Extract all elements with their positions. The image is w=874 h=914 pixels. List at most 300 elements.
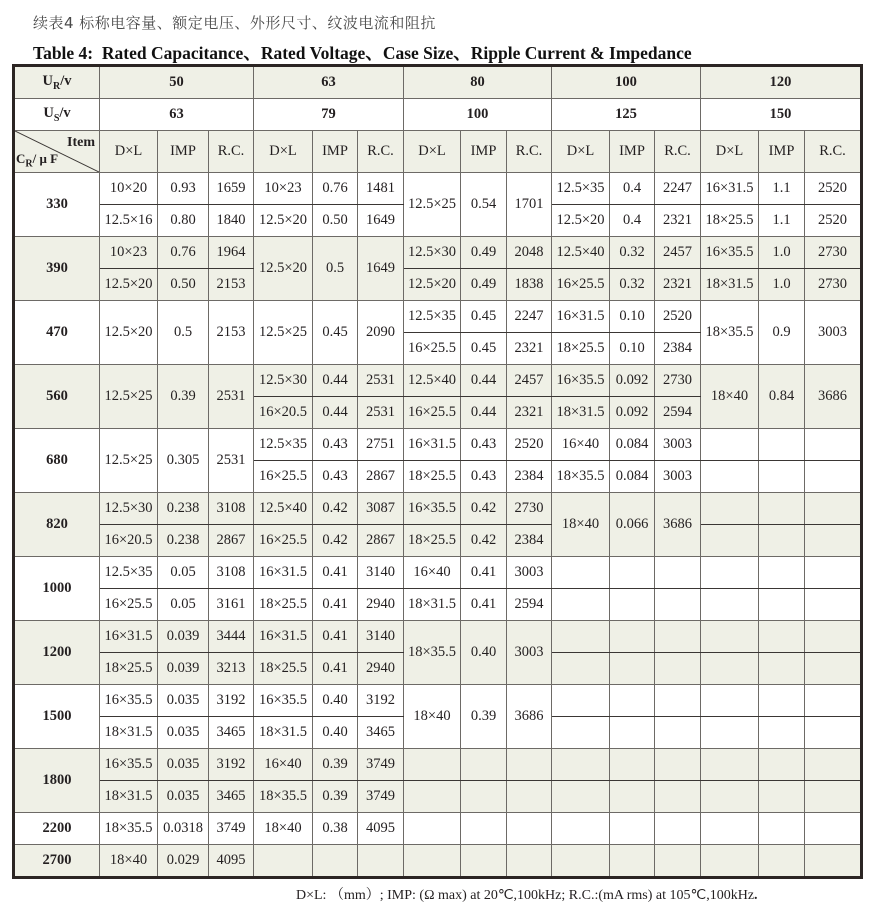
case-size-cell: 16×20.5 xyxy=(100,525,158,557)
impedance-cell: 0.05 xyxy=(158,557,209,589)
ripple-current-cell xyxy=(655,813,701,845)
table-row xyxy=(14,493,862,525)
case-size-cell: 12.5×35 xyxy=(404,301,461,333)
ripple-current-cell xyxy=(805,749,862,781)
ripple-current-cell: 3213 xyxy=(209,653,254,685)
case-size-cell: 16×31.5 xyxy=(552,301,610,333)
case-size-cell: 16×35.5 xyxy=(100,685,158,717)
impedance-cell xyxy=(759,685,805,717)
impedance-cell: 0.41 xyxy=(313,589,358,621)
case-size-cell: 16×25.5 xyxy=(404,333,461,365)
ripple-current-cell: 3192 xyxy=(209,749,254,781)
ripple-current-cell: 3686 xyxy=(805,365,862,429)
impedance-cell: 0.50 xyxy=(158,269,209,301)
table-row xyxy=(14,685,862,717)
ripple-current-cell: 3465 xyxy=(209,781,254,813)
impedance-cell: 0.76 xyxy=(158,237,209,269)
ripple-current-cell: 2940 xyxy=(358,653,404,685)
case-size-cell: 16×25.5 xyxy=(254,525,313,557)
column-header-impedance: IMP xyxy=(461,131,507,173)
column-header-case-size: D×L xyxy=(552,131,610,173)
capacitance-value: 1000 xyxy=(14,557,100,621)
case-size-cell: 18×40 xyxy=(701,365,759,429)
impedance-cell xyxy=(759,717,805,749)
ripple-current-cell xyxy=(507,781,552,813)
case-size-cell xyxy=(404,813,461,845)
ripple-current-cell: 2321 xyxy=(507,397,552,429)
impedance-cell: 0.39 xyxy=(313,781,358,813)
impedance-cell: 0.32 xyxy=(610,237,655,269)
capacitance-value: 680 xyxy=(14,429,100,493)
ripple-current-cell xyxy=(358,845,404,878)
ripple-current-cell: 2520 xyxy=(805,173,862,205)
impedance-cell: 0.10 xyxy=(610,333,655,365)
case-size-cell: 18×31.5 xyxy=(100,717,158,749)
ripple-current-cell xyxy=(655,749,701,781)
impedance-cell: 0.084 xyxy=(610,461,655,493)
impedance-cell xyxy=(759,749,805,781)
english-title: Table 4: Rated Capacitance、Rated Voltage、Case Size、Ripple Current & Impedance xyxy=(33,43,692,63)
impedance-cell: 0.44 xyxy=(313,365,358,397)
impedance-cell: 0.41 xyxy=(313,557,358,589)
footnote: D×L: （mm）; IMP: (Ω max) at 20℃,100kHz; R.C.:(mA rms) at 105℃,100kHz. xyxy=(296,888,758,903)
ripple-current-cell: 2594 xyxy=(655,397,701,429)
impedance-cell: 0.41 xyxy=(461,589,507,621)
spec-table xyxy=(12,64,863,879)
column-header-ripple-current: R.C. xyxy=(358,131,404,173)
impedance-cell: 0.41 xyxy=(313,621,358,653)
ripple-current-cell: 3749 xyxy=(358,781,404,813)
table-row xyxy=(14,589,862,621)
impedance-cell xyxy=(759,429,805,461)
case-size-cell: 10×23 xyxy=(254,173,313,205)
case-size-cell: 12.5×30 xyxy=(100,493,158,525)
case-size-cell: 10×20 xyxy=(100,173,158,205)
impedance-cell: 0.93 xyxy=(158,173,209,205)
impedance-cell: 1.0 xyxy=(759,269,805,301)
capacitance-value: 1500 xyxy=(14,685,100,749)
ripple-current-cell: 1964 xyxy=(209,237,254,269)
impedance-cell: 0.0318 xyxy=(158,813,209,845)
column-header-impedance: IMP xyxy=(610,131,655,173)
impedance-cell: 0.238 xyxy=(158,525,209,557)
ripple-current-cell: 1838 xyxy=(507,269,552,301)
ripple-current-cell: 3003 xyxy=(655,461,701,493)
impedance-cell: 0.49 xyxy=(461,237,507,269)
ripple-current-cell xyxy=(507,813,552,845)
case-size-cell xyxy=(701,525,759,557)
capacitance-value: 2700 xyxy=(14,845,100,878)
case-size-cell: 12.5×20 xyxy=(254,237,313,301)
impedance-cell: 0.035 xyxy=(158,781,209,813)
ripple-current-cell: 2730 xyxy=(805,237,862,269)
ripple-current-cell: 2457 xyxy=(507,365,552,397)
column-header-ripple-current: R.C. xyxy=(209,131,254,173)
case-size-cell: 16×40 xyxy=(552,429,610,461)
rated-voltage-row xyxy=(14,66,862,99)
case-size-cell: 12.5×20 xyxy=(100,301,158,365)
surge-voltage-value: 100 xyxy=(404,99,552,131)
impedance-cell: 0.80 xyxy=(158,205,209,237)
column-header-case-size: D×L xyxy=(701,131,759,173)
impedance-cell xyxy=(610,749,655,781)
impedance-cell: 0.5 xyxy=(313,237,358,301)
surge-voltage-row xyxy=(14,99,862,131)
case-size-cell: 18×35.5 xyxy=(254,781,313,813)
impedance-cell xyxy=(610,621,655,653)
case-size-cell xyxy=(701,813,759,845)
impedance-cell: 0.49 xyxy=(461,269,507,301)
ripple-current-cell: 2321 xyxy=(507,333,552,365)
impedance-cell: 0.38 xyxy=(313,813,358,845)
impedance-cell xyxy=(461,813,507,845)
impedance-cell xyxy=(610,653,655,685)
impedance-cell: 0.42 xyxy=(461,525,507,557)
impedance-cell: 0.039 xyxy=(158,653,209,685)
case-size-cell xyxy=(701,589,759,621)
impedance-cell xyxy=(461,845,507,878)
ripple-current-cell: 3465 xyxy=(358,717,404,749)
ripple-current-cell: 2384 xyxy=(655,333,701,365)
ripple-current-cell xyxy=(805,813,862,845)
impedance-cell: 1.1 xyxy=(759,205,805,237)
case-size-cell: 18×25.5 xyxy=(254,589,313,621)
table-row xyxy=(14,301,862,333)
table-row xyxy=(14,749,862,781)
case-size-cell: 16×40 xyxy=(254,749,313,781)
case-size-cell: 12.5×25 xyxy=(254,301,313,365)
case-size-cell: 18×25.5 xyxy=(404,525,461,557)
rated-voltage-value: 50 xyxy=(100,66,254,99)
ripple-current-cell: 3003 xyxy=(655,429,701,461)
surge-voltage-value: 150 xyxy=(701,99,862,131)
case-size-cell: 18×40 xyxy=(254,813,313,845)
impedance-cell: 0.44 xyxy=(461,365,507,397)
case-size-cell: 18×31.5 xyxy=(254,717,313,749)
capacitance-value: 390 xyxy=(14,237,100,301)
ripple-current-cell: 2321 xyxy=(655,269,701,301)
ripple-current-cell: 2867 xyxy=(209,525,254,557)
capacitance-value: 2200 xyxy=(14,813,100,845)
impedance-cell: 0.39 xyxy=(461,685,507,749)
impedance-cell: 0.76 xyxy=(313,173,358,205)
ripple-current-cell: 2247 xyxy=(655,173,701,205)
case-size-cell xyxy=(404,845,461,878)
impedance-cell: 0.39 xyxy=(158,365,209,429)
ripple-current-cell: 3192 xyxy=(358,685,404,717)
table-row xyxy=(14,269,862,301)
impedance-cell: 0.43 xyxy=(313,429,358,461)
case-size-cell: 16×31.5 xyxy=(100,621,158,653)
impedance-cell xyxy=(759,493,805,525)
case-size-cell: 12.5×40 xyxy=(254,493,313,525)
ripple-current-cell: 2153 xyxy=(209,269,254,301)
ripple-current-cell xyxy=(655,653,701,685)
ripple-current-cell: 1649 xyxy=(358,237,404,301)
ripple-current-cell xyxy=(655,685,701,717)
case-size-cell: 18×31.5 xyxy=(100,781,158,813)
case-size-cell: 18×35.5 xyxy=(404,621,461,685)
case-size-cell: 18×35.5 xyxy=(552,461,610,493)
ripple-current-cell xyxy=(655,589,701,621)
ripple-current-cell: 3686 xyxy=(507,685,552,749)
surge-voltage-value: 79 xyxy=(254,99,404,131)
impedance-cell: 0.40 xyxy=(313,717,358,749)
case-size-cell: 12.5×20 xyxy=(404,269,461,301)
impedance-cell: 0.05 xyxy=(158,589,209,621)
ripple-current-cell: 2520 xyxy=(507,429,552,461)
ripple-current-cell: 3108 xyxy=(209,557,254,589)
impedance-cell: 0.035 xyxy=(158,685,209,717)
case-size-cell: 12.5×20 xyxy=(254,205,313,237)
impedance-cell xyxy=(759,781,805,813)
ripple-current-cell: 3465 xyxy=(209,717,254,749)
case-size-cell: 12.5×35 xyxy=(100,557,158,589)
case-size-cell: 16×31.5 xyxy=(701,173,759,205)
impedance-cell: 0.4 xyxy=(610,173,655,205)
case-size-cell: 12.5×35 xyxy=(254,429,313,461)
impedance-cell xyxy=(610,781,655,813)
case-size-cell: 12.5×30 xyxy=(404,237,461,269)
case-size-cell: 16×25.5 xyxy=(404,397,461,429)
ripple-current-cell xyxy=(655,621,701,653)
rated-voltage-value: 80 xyxy=(404,66,552,99)
case-size-cell: 12.5×25 xyxy=(404,173,461,237)
ripple-current-cell xyxy=(805,653,862,685)
case-size-cell: 12.5×25 xyxy=(100,365,158,429)
case-size-cell: 18×25.5 xyxy=(100,653,158,685)
impedance-cell: 0.41 xyxy=(313,653,358,685)
case-size-cell xyxy=(701,429,759,461)
case-size-cell: 16×25.5 xyxy=(552,269,610,301)
case-size-cell xyxy=(552,621,610,653)
impedance-cell xyxy=(461,749,507,781)
impedance-cell: 0.035 xyxy=(158,717,209,749)
case-size-cell: 12.5×25 xyxy=(100,429,158,493)
table-row xyxy=(14,813,862,845)
capacitance-value: 1200 xyxy=(14,621,100,685)
impedance-cell: 0.305 xyxy=(158,429,209,493)
case-size-cell xyxy=(701,685,759,717)
capacitance-value: 330 xyxy=(14,173,100,237)
impedance-cell: 0.40 xyxy=(461,621,507,685)
chinese-title: 续表4 标称电容量、额定电压、外形尺寸、纹波电流和阻抗 xyxy=(33,14,436,32)
ripple-current-cell: 2090 xyxy=(358,301,404,365)
impedance-cell xyxy=(759,589,805,621)
ripple-current-cell: 3140 xyxy=(358,557,404,589)
impedance-cell: 0.84 xyxy=(759,365,805,429)
case-size-cell xyxy=(552,717,610,749)
impedance-cell: 0.039 xyxy=(158,621,209,653)
capacitance-value: 820 xyxy=(14,493,100,557)
case-size-cell: 18×25.5 xyxy=(552,333,610,365)
item-label: Item xyxy=(67,135,95,150)
case-size-cell xyxy=(552,781,610,813)
case-size-cell xyxy=(552,845,610,878)
column-header-row xyxy=(14,131,862,173)
impedance-cell xyxy=(759,461,805,493)
ripple-current-cell: 2730 xyxy=(507,493,552,525)
ripple-current-cell: 2730 xyxy=(655,365,701,397)
column-header-case-size: D×L xyxy=(404,131,461,173)
case-size-cell: 18×40 xyxy=(404,685,461,749)
ripple-current-cell xyxy=(507,845,552,878)
case-size-cell: 16×25.5 xyxy=(100,589,158,621)
ripple-current-cell: 3003 xyxy=(805,301,862,365)
ripple-current-cell: 3003 xyxy=(507,557,552,589)
impedance-cell xyxy=(610,813,655,845)
column-header-impedance: IMP xyxy=(158,131,209,173)
case-size-cell xyxy=(701,493,759,525)
impedance-cell: 1.0 xyxy=(759,237,805,269)
impedance-cell: 0.40 xyxy=(313,685,358,717)
impedance-cell xyxy=(313,845,358,878)
ripple-current-cell xyxy=(655,717,701,749)
case-size-cell: 16×31.5 xyxy=(254,557,313,589)
impedance-cell: 0.39 xyxy=(313,749,358,781)
capacitance-value: 1800 xyxy=(14,749,100,813)
ripple-current-cell xyxy=(805,621,862,653)
ripple-current-cell xyxy=(805,685,862,717)
ripple-current-cell: 4095 xyxy=(358,813,404,845)
ripple-current-cell xyxy=(805,781,862,813)
table-row xyxy=(14,845,862,878)
table-row xyxy=(14,173,862,205)
impedance-cell: 0.54 xyxy=(461,173,507,237)
impedance-cell xyxy=(610,685,655,717)
ripple-current-cell: 2751 xyxy=(358,429,404,461)
impedance-cell xyxy=(759,621,805,653)
table-row xyxy=(14,365,862,397)
case-size-cell: 18×31.5 xyxy=(552,397,610,429)
column-header-case-size: D×L xyxy=(100,131,158,173)
case-size-cell xyxy=(552,749,610,781)
impedance-cell xyxy=(759,525,805,557)
impedance-cell xyxy=(461,781,507,813)
ripple-current-cell xyxy=(805,717,862,749)
impedance-cell xyxy=(610,845,655,878)
table-row xyxy=(14,237,862,269)
ripple-current-cell xyxy=(805,461,862,493)
ripple-current-cell: 3003 xyxy=(507,621,552,685)
case-size-cell xyxy=(552,685,610,717)
ripple-current-cell: 2520 xyxy=(655,301,701,333)
rated-voltage-label: $U_R/v$ xyxy=(14,66,100,99)
impedance-cell xyxy=(610,589,655,621)
ripple-current-cell: 1649 xyxy=(358,205,404,237)
case-size-cell xyxy=(701,845,759,878)
case-size-cell: 16×35.5 xyxy=(100,749,158,781)
case-size-cell xyxy=(254,845,313,878)
case-size-cell: 16×25.5 xyxy=(254,461,313,493)
ripple-current-cell: 1840 xyxy=(209,205,254,237)
ripple-current-cell xyxy=(655,845,701,878)
ripple-current-cell: 3686 xyxy=(655,493,701,557)
ripple-current-cell: 2730 xyxy=(805,269,862,301)
case-size-cell: 12.5×40 xyxy=(552,237,610,269)
impedance-cell: 0.092 xyxy=(610,397,655,429)
case-size-cell: 18×25.5 xyxy=(701,205,759,237)
capacitance-label: $C_R/$ μ F xyxy=(16,151,59,170)
ripple-current-cell: 3087 xyxy=(358,493,404,525)
ripple-current-cell xyxy=(805,525,862,557)
column-header-ripple-current: R.C. xyxy=(805,131,862,173)
case-size-cell xyxy=(701,461,759,493)
case-size-cell: 12.5×20 xyxy=(552,205,610,237)
impedance-cell xyxy=(759,813,805,845)
case-size-cell: 10×23 xyxy=(100,237,158,269)
ripple-current-cell: 2867 xyxy=(358,525,404,557)
ripple-current-cell: 1481 xyxy=(358,173,404,205)
case-size-cell: 18×31.5 xyxy=(701,269,759,301)
impedance-cell: 0.092 xyxy=(610,365,655,397)
impedance-cell: 0.10 xyxy=(610,301,655,333)
case-size-cell: 16×40 xyxy=(404,557,461,589)
impedance-cell: 0.5 xyxy=(158,301,209,365)
item-capacitance-header xyxy=(14,131,100,173)
impedance-cell: 0.45 xyxy=(461,333,507,365)
ripple-current-cell: 2531 xyxy=(209,365,254,429)
rated-voltage-value: 63 xyxy=(254,66,404,99)
case-size-cell: 12.5×40 xyxy=(404,365,461,397)
case-size-cell: 16×35.5 xyxy=(254,685,313,717)
case-size-cell xyxy=(701,653,759,685)
ripple-current-cell: 2457 xyxy=(655,237,701,269)
ripple-current-cell: 1701 xyxy=(507,173,552,237)
ripple-current-cell: 2321 xyxy=(655,205,701,237)
ripple-current-cell: 2594 xyxy=(507,589,552,621)
table-row xyxy=(14,525,862,557)
ripple-current-cell xyxy=(805,557,862,589)
ripple-current-cell: 3444 xyxy=(209,621,254,653)
ripple-current-cell xyxy=(507,749,552,781)
capacitance-value: 560 xyxy=(14,365,100,429)
case-size-cell: 18×40 xyxy=(552,493,610,557)
impedance-cell: 0.44 xyxy=(313,397,358,429)
ripple-current-cell: 2048 xyxy=(507,237,552,269)
impedance-cell xyxy=(610,717,655,749)
ripple-current-cell xyxy=(805,429,862,461)
impedance-cell: 0.4 xyxy=(610,205,655,237)
case-size-cell xyxy=(701,717,759,749)
case-size-cell: 12.5×30 xyxy=(254,365,313,397)
surge-voltage-value: 125 xyxy=(552,99,701,131)
case-size-cell xyxy=(701,749,759,781)
case-size-cell xyxy=(701,781,759,813)
case-size-cell xyxy=(404,749,461,781)
ripple-current-cell: 2531 xyxy=(209,429,254,493)
ripple-current-cell: 3161 xyxy=(209,589,254,621)
case-size-cell xyxy=(552,813,610,845)
surge-voltage-label: $U_S/v$ xyxy=(14,99,100,131)
column-header-ripple-current: R.C. xyxy=(655,131,701,173)
impedance-cell: 0.035 xyxy=(158,749,209,781)
capacitance-value: 470 xyxy=(14,301,100,365)
impedance-cell: 0.43 xyxy=(313,461,358,493)
ripple-current-cell: 2384 xyxy=(507,525,552,557)
case-size-cell: 16×31.5 xyxy=(254,621,313,653)
ripple-current-cell: 2247 xyxy=(507,301,552,333)
ripple-current-cell: 1659 xyxy=(209,173,254,205)
case-size-cell xyxy=(552,557,610,589)
rated-voltage-value: 100 xyxy=(552,66,701,99)
ripple-current-cell: 3192 xyxy=(209,685,254,717)
case-size-cell: 16×35.5 xyxy=(404,493,461,525)
ripple-current-cell xyxy=(655,557,701,589)
case-size-cell: 18×40 xyxy=(100,845,158,878)
impedance-cell: 0.50 xyxy=(313,205,358,237)
surge-voltage-value: 63 xyxy=(100,99,254,131)
